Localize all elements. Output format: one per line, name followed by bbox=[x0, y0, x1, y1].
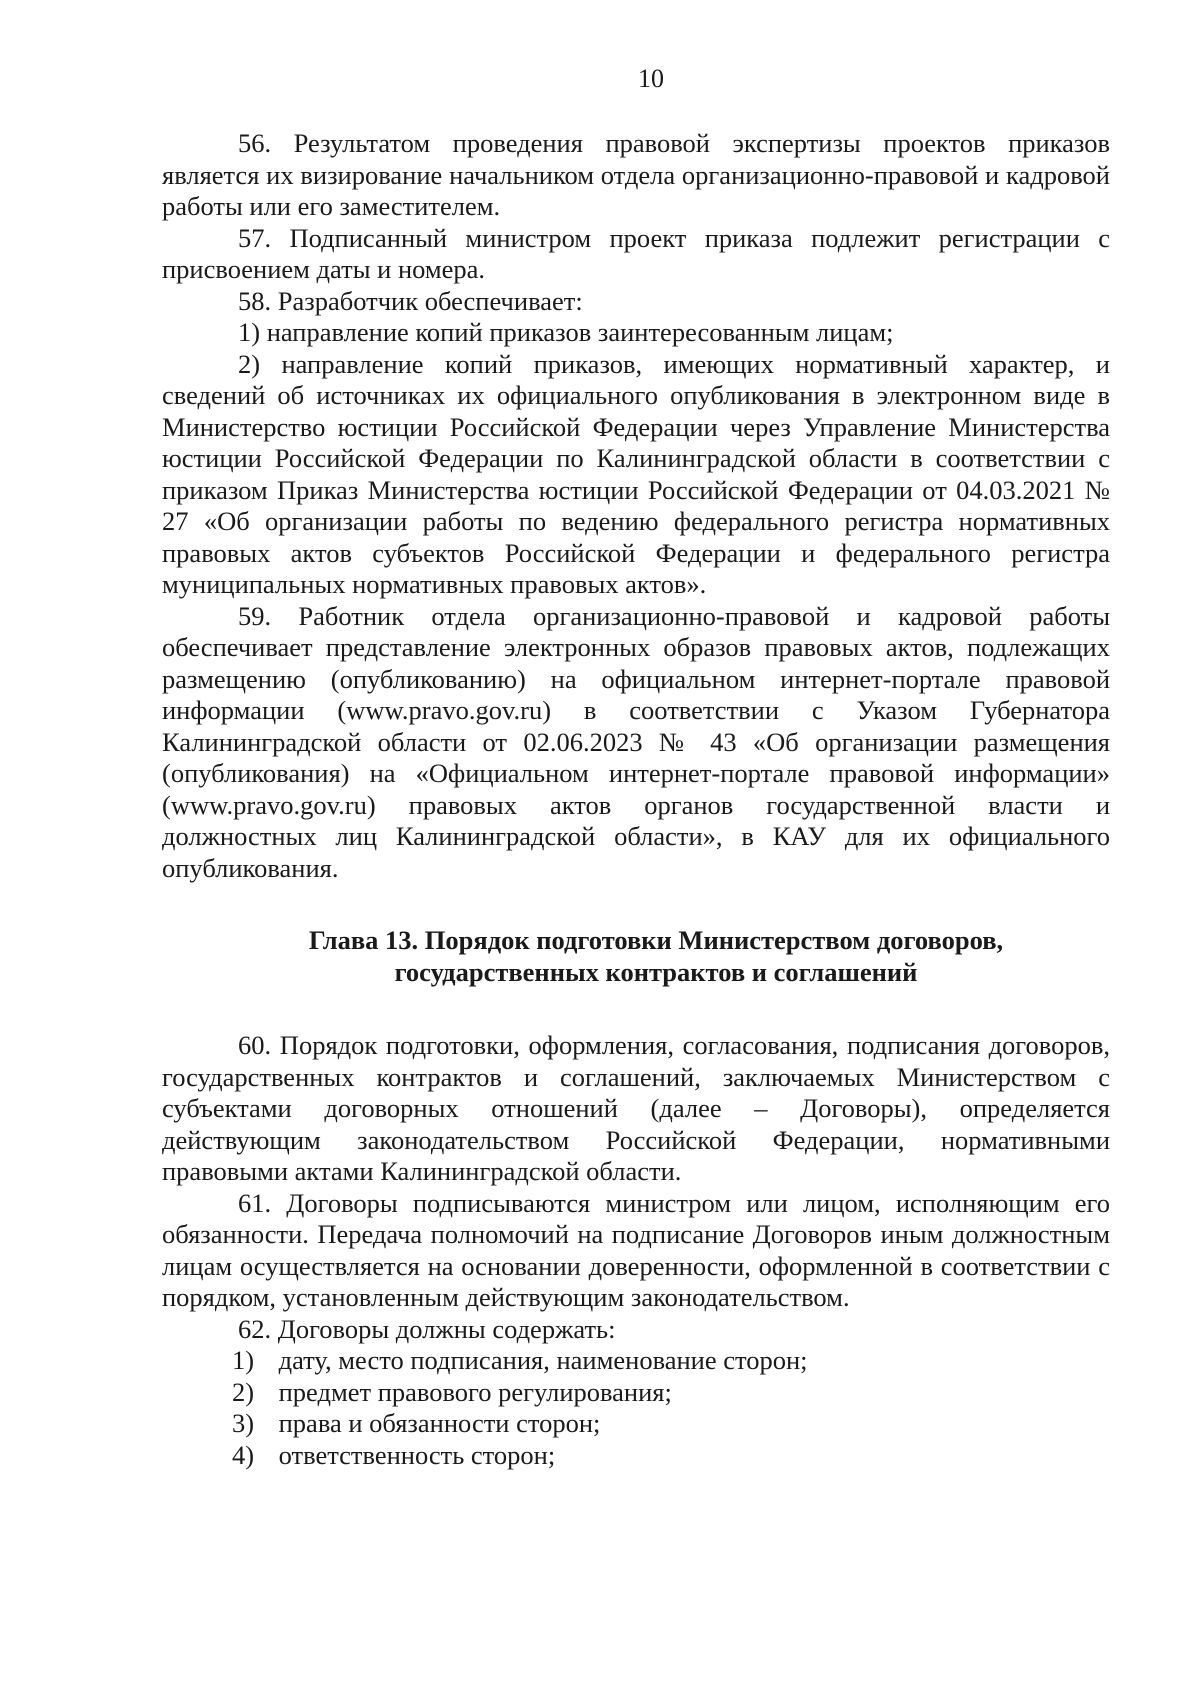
paragraph-57: 57. Подписанный министром проект приказа подлежит регистрации с присвоением даты и номера. bbox=[162, 222, 1110, 284]
document-page bbox=[162, 64, 1110, 1471]
paragraph-61: 61. Договоры подписываются министром или лицом, исполняющим его обязанности. Передача полномочий на подписание Договоров иным должностным лицам осуществляется на основании доверенности, оформленной в соответствии с порядком, установленным действующим законодательством. bbox=[162, 1187, 1110, 1312]
list-item bbox=[162, 1408, 1110, 1440]
list-item-text: дату, место подписания, наименование сторон; bbox=[278, 1345, 808, 1375]
chapter-title-line-1: Глава 13. Порядок подготовки Министерством договоров, bbox=[308, 925, 1004, 955]
list-item-number: 4) bbox=[232, 1439, 255, 1470]
contract-requirements-list bbox=[162, 1345, 1110, 1471]
paragraph-60: 60. Порядок подготовки, оформления, согласования, подписания договоров, государственных контрактов и соглашений, заключаемых Министерством с субъектами договорных отношений (далее – Договоры), определяется действующим законодательством Российской Федерации, нормативными правовыми актами Калининградской области. bbox=[162, 1030, 1110, 1186]
paragraph-62: 62. Договоры должны содержать: bbox=[238, 1313, 616, 1344]
paragraph-59: 59. Работник отдела организационно-правовой и кадровой работы обеспечивает представление электронных образов правовых актов, подлежащих размещению (опубликованию) на официальном интернет-портале правовой информации (www.pravo.gov.ru) в соответствии с Указом Губернатора Калининградской области от 02.06.2023 № 43 «Об организации размещения (опубликования) на «Официальном интернет-портале правовой информации» (www.pravo.gov.ru) правовых актов органов государственной власти и должностных лиц Калининградской области», в КАУ для их официального опубликования. bbox=[162, 600, 1110, 883]
list-item bbox=[162, 1440, 1110, 1472]
list-item bbox=[162, 1377, 1110, 1409]
list-item-text: права и обязанности сторон; bbox=[278, 1408, 601, 1438]
list-item-text: ответственность сторон; bbox=[278, 1439, 556, 1470]
chapter-title bbox=[162, 924, 1110, 988]
paragraph-58-item-1: 1) направление копий приказов заинтересованным лицам; bbox=[238, 317, 894, 347]
list-item-number: 1) bbox=[232, 1345, 255, 1375]
list-item-number: 3) bbox=[232, 1408, 255, 1438]
paragraph-58: 58. Разработчик обеспечивает: bbox=[238, 285, 583, 316]
paragraph-58-item-2: 2) направление копий приказов, имеющих нормативный характер, и сведений об источниках их официального опубликования в электронном виде в Министерство юстиции Российской Федерации через Управление Министерства юстиции Российской Федерации по Калининградской области в соответствии с приказом Приказ Министерства юстиции Российской Федерации от 04.03.2021 № 27 «Об организации работы по ведению федерального регистра нормативных правовых актов субъектов Российской Федерации и федерального регистра муниципальных нормативных правовых актов». bbox=[162, 348, 1110, 599]
list-item-number: 2) bbox=[232, 1376, 255, 1407]
list-item bbox=[162, 1345, 1110, 1377]
chapter-title-line-2: государственных контрактов и соглашений bbox=[394, 957, 918, 987]
paragraph-56: 56. Результатом проведения правовой экспертизы проектов приказов является их визирование начальником отдела организационно-правовой и кадровой работы или его заместителем. bbox=[162, 128, 1110, 221]
list-item-text: предмет правового регулирования; bbox=[278, 1376, 672, 1407]
page-number: 10 bbox=[638, 64, 664, 93]
